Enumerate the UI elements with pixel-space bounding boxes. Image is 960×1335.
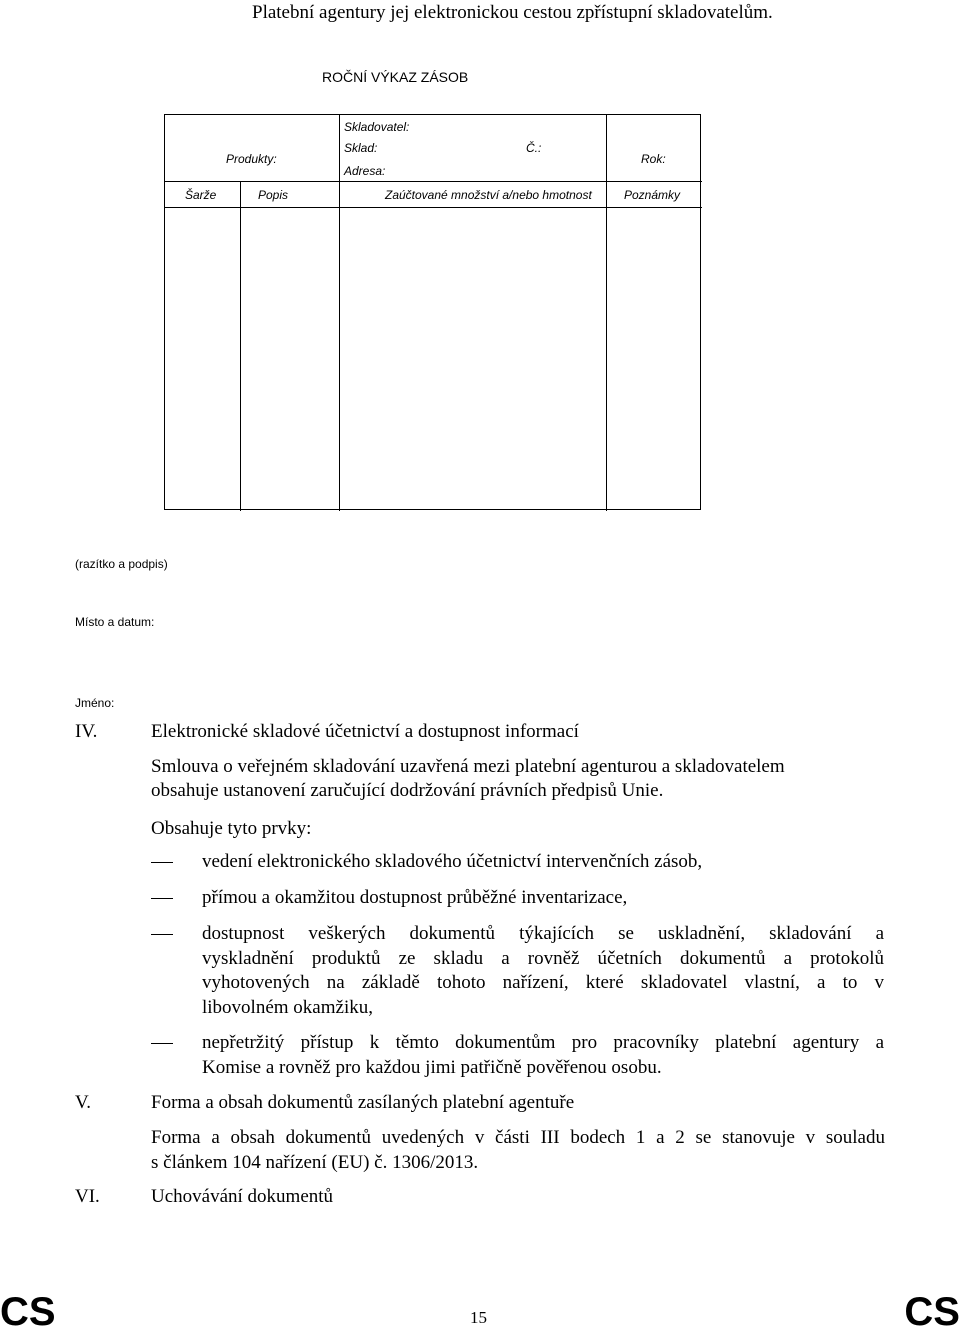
place-date-label: Místo a datum: <box>75 615 155 629</box>
dash-bullet <box>151 934 173 935</box>
dash-bullet <box>151 862 173 863</box>
section-number: VI. <box>75 1186 100 1207</box>
inventory-form-table <box>164 114 701 510</box>
produkty-label: Produkty: <box>226 152 277 166</box>
footer-language-right: CS <box>904 1290 960 1334</box>
col-header-popis: Popis <box>258 188 289 202</box>
list-item-line: Komise a rovněž pro každou jimi patřičně pověřenou osobu. <box>202 1056 662 1078</box>
section-number: V. <box>75 1092 92 1113</box>
section-number: IV. <box>75 721 98 742</box>
paragraph-line: obsahuje ustanovení zaručující dodržování právních předpisů Unie. <box>151 780 664 801</box>
list-item <box>202 1031 884 1080</box>
section-title: Forma a obsah dokumentů zasílaných platební agentuře <box>151 1092 575 1113</box>
form-title: ROČNÍ VÝKAZ ZÁSOB <box>322 69 469 85</box>
dash-bullet <box>151 898 173 899</box>
list-item-line: nepřetržitý přístup k těmto dokumentům pro pracovníky platební agentury a <box>202 1032 884 1053</box>
sklad-label: Sklad: <box>344 141 378 155</box>
col-header-sarze: Šarže <box>185 188 217 202</box>
paragraph-line: s článkem 104 nařízení (EU) č. 1306/2013. <box>151 1151 479 1173</box>
adresa-label: Adresa: <box>344 164 386 178</box>
page-number: 15 <box>470 1308 487 1327</box>
divider-h1 <box>165 181 702 182</box>
list-intro: Obsahuje tyto prvky: <box>151 818 312 839</box>
list-item-line: libovolném okamžiku, <box>202 996 373 1018</box>
paragraph-line: Smlouva o veřejném skladování uzavřená mezi platební agenturou a skladovatelem <box>151 756 785 777</box>
paragraph <box>151 1126 885 1175</box>
cislo-label: Č.: <box>526 141 542 155</box>
section-title: Uchovávání dokumentů <box>151 1186 334 1207</box>
list-item-line: dostupnost veškerých dokumentů týkajících se uskladnění, skladování a <box>202 923 884 944</box>
list-item: vedení elektronického skladového účetnictví intervenčních zásob, <box>202 851 703 872</box>
header-line: Platební agentury jej elektronickou cestou zpřístupní skladovatelům. <box>252 2 773 23</box>
divider-v3 <box>240 182 241 511</box>
col-header-mnozstvi: Zaúčtované množství a/nebo hmotnost <box>385 188 592 202</box>
list-item-line: vyhotovených na základě tohoto nařízení, které skladovatel vlastní, a to v <box>202 972 884 993</box>
divider-h2 <box>165 207 702 208</box>
list-item <box>202 922 884 1020</box>
footer-language-left: CS <box>0 1290 56 1334</box>
skladovatel-label: Skladovatel: <box>344 120 410 134</box>
list-item: přímou a okamžitou dostupnost průběžné inventarizace, <box>202 887 628 908</box>
paragraph-line: Forma a obsah dokumentů uvedených v části III bodech 1 a 2 se stanovuje v souladu <box>151 1127 885 1148</box>
divider-v2 <box>606 115 607 511</box>
divider-v1 <box>339 115 340 511</box>
stamp-label: (razítko a podpis) <box>75 557 168 571</box>
section-title: Elektronické skladové účetnictví a dostupnost informací <box>151 721 579 742</box>
col-header-poznamky: Poznámky <box>624 188 681 202</box>
dash-bullet <box>151 1043 173 1044</box>
list-item-line: vyskladnění produktů ze skladu a rovněž účetních dokumentů a protokolů <box>202 947 884 969</box>
rok-label: Rok: <box>641 152 666 166</box>
name-label: Jméno: <box>75 696 115 710</box>
